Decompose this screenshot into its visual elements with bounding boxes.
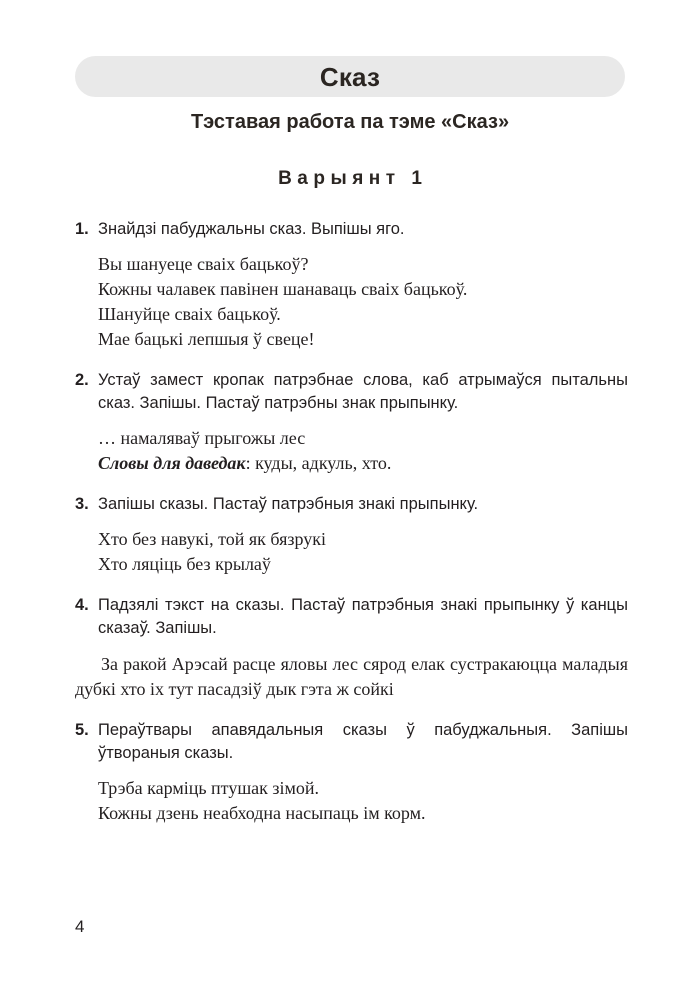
exercise-example-block (98, 426, 628, 476)
exercise-example-paragraph: За ракой Арэсай расце яловы лес сярод елак сустракаюцца маладыя дубкі хто іх тут пасадзіў дык гэта ж сойкі (75, 654, 628, 699)
example-line: Шануйце сваіх бацькоў. (98, 304, 281, 324)
exercise-number: 1. (75, 220, 89, 238)
example-line: Вы шануеце сваіх бацькоў? (98, 254, 309, 274)
section-title-banner (75, 56, 625, 97)
example-line: … намаляваў прыгожы лес (98, 428, 306, 448)
exercise-task-text: Пераўтвары апавядальныя сказы ў пабуджальныя. Запішы ўтвораныя сказы. (98, 721, 628, 762)
section-title: Сказ (319, 61, 381, 92)
worksheet-subtitle: Тэставая работа па тэме «Сказ» (190, 111, 510, 133)
page-number: 4 (75, 917, 85, 936)
reference-words-label: Словы для даведак (98, 453, 246, 473)
reference-words-line (98, 451, 628, 476)
exercise-task-text: Устаў замест кропак патрэбнае слова, каб атрымаўся пытальны сказ. Запішы. Пастаў патрэбны знак прыпынку. (98, 371, 628, 412)
exercise-task-text: Знайдзі пабуджальны сказ. Выпішы яго. (98, 220, 405, 238)
exercise-example-block (98, 252, 628, 352)
exercise-task-text: Падзялі тэкст на сказы. Пастаў патрэбныя знакі прыпынку ў канцы сказаў. Запішы. (98, 596, 628, 637)
exercise-item (75, 218, 628, 352)
example-line: Кожны чалавек павінен шанаваць сваіх бацькоў. (98, 279, 468, 299)
exercise-task-text: Запішы сказы. Пастаў патрэбныя знакі прыпынку. (98, 495, 479, 513)
example-line: Хто ляціць без крылаў (98, 554, 271, 574)
variant-label: Варыянт 1 (278, 168, 428, 189)
exercise-example-block (98, 527, 628, 577)
exercise-item (75, 493, 628, 577)
example-line: Мае бацькі лепшыя ў свеце! (98, 329, 315, 349)
exercise-number: 5. (75, 721, 89, 739)
exercise-item (75, 369, 628, 476)
reference-words-values: : куды, адкуль, хто. (245, 453, 392, 473)
exercise-list (75, 218, 628, 826)
example-line: Трэба карміць птушак зімой. (98, 778, 320, 798)
exercise-example-block (98, 776, 628, 826)
exercise-item (75, 719, 628, 826)
exercise-number: 2. (75, 371, 89, 389)
example-line: Хто без навукі, той як бязрукі (98, 529, 327, 549)
exercise-number: 3. (75, 495, 89, 513)
exercise-item (75, 594, 628, 702)
exercise-number: 4. (75, 596, 89, 614)
example-line: Кожны дзень неабходна насыпаць ім корм. (98, 803, 426, 823)
